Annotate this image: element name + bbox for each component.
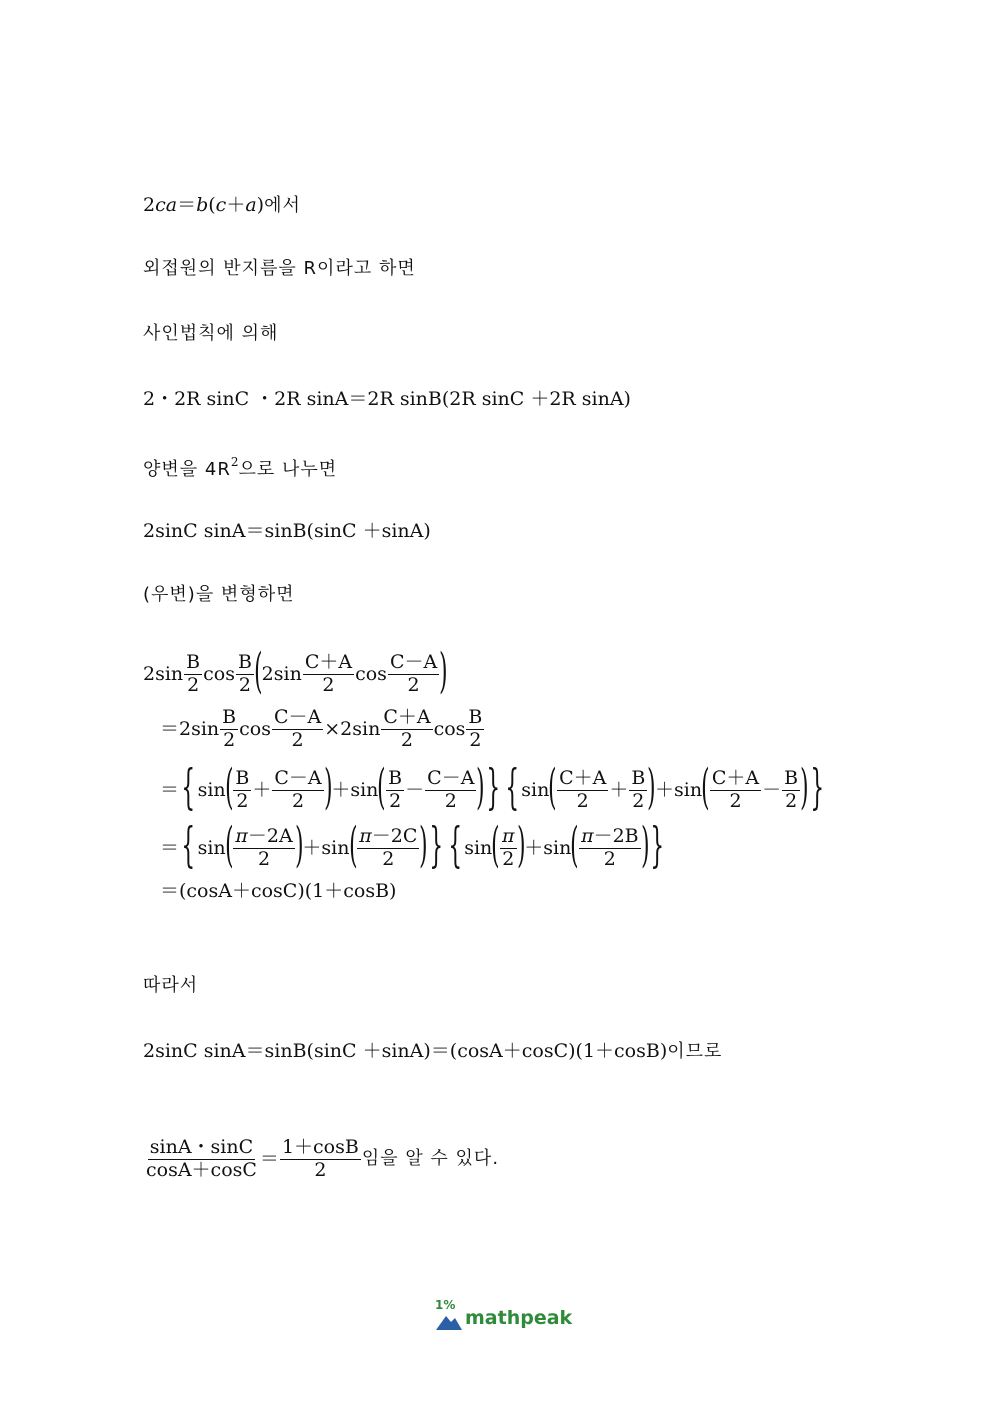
text-line-5	[143, 456, 337, 479]
derivation-step-3: ＝ { sin ( $\frac{B}{2}$ ＋ $\frac{C-A}{2}$ ) ＋sin ( $\frac{B}{2}$ － $\frac{C-A}{2}$ ) } { sin ( $\frac{C+A}{2}$ ＋ $\frac{B}{2}$ ) ＋sin ( $\frac{C+A}{2}$ － $\frac{B}{2}$ ) }	[160, 759, 824, 815]
derivation-step-1: 2sin $\frac{B}{2}$ cos $\frac{B}{2}$ ( 2sin $\frac{C+A}{2}$ cos $\frac{C-A}{2}$ )	[143, 643, 448, 699]
text-line-2: 외접원의 반지름을 R이라고 하면	[143, 258, 416, 279]
conclusion-suffix: 임을 알 수 있다.	[361, 1148, 500, 1170]
equation-line-10: 2sinC sinA＝sinB(sinC ＋sinA)＝(cosA＋cosC)(1＋cosB)이므로	[143, 1040, 723, 1062]
logo-brand: mathpeak	[465, 1307, 573, 1329]
equation-line-6: 2sinC sinA＝sinB(sinC ＋sinA)	[143, 520, 431, 542]
conclusion-line: $\frac{\sin A・\sin C}{\cos A+\cos C}$ ＝ $\frac{1+\cos B}{2}$ 임을 알 수 있다.	[146, 1136, 500, 1181]
text-line-3: 사인법칙에 의해	[143, 323, 279, 344]
text-line-9: 따라서	[143, 975, 199, 996]
mountain-icon	[436, 1316, 462, 1330]
text-line-7: (우변)을 변형하면	[143, 584, 295, 605]
line5-suffix: 으로 나누면	[238, 459, 338, 480]
derivation-step-4: ＝ { sin ( $\frac{\pi-2A}{2}$ ) ＋sin ( $\frac{\pi-2C}{2}$ ) } { sin ( $\frac{\pi}{2}$ ) ＋sin ( $\frac{\pi-2B}{2}$ ) }	[160, 817, 665, 873]
equation-line-1: 2ca＝b(c＋a)에서	[143, 194, 301, 216]
mathpeak-logo	[434, 1296, 574, 1336]
line5-prefix: 양변을 4R	[143, 459, 231, 480]
derivation-step-5: ＝(cosA＋cosC)(1＋cosB)	[160, 880, 397, 902]
equation-line-4: 2・2R sinC ・2R sinA＝2R sinB(2R sinC ＋2R sinA)	[143, 388, 631, 410]
line5-exponent: 2	[230, 455, 239, 469]
line1-suffix: 에서	[264, 195, 301, 216]
line10-suffix: 이므로	[667, 1041, 723, 1062]
logo-percent: 1%	[435, 1298, 456, 1312]
derivation-step-2: ＝2sin $\frac{B}{2}$ cos $\frac{C-A}{2}$ ×2sin $\frac{C+A}{2}$ cos $\frac{B}{2}$	[160, 706, 483, 751]
